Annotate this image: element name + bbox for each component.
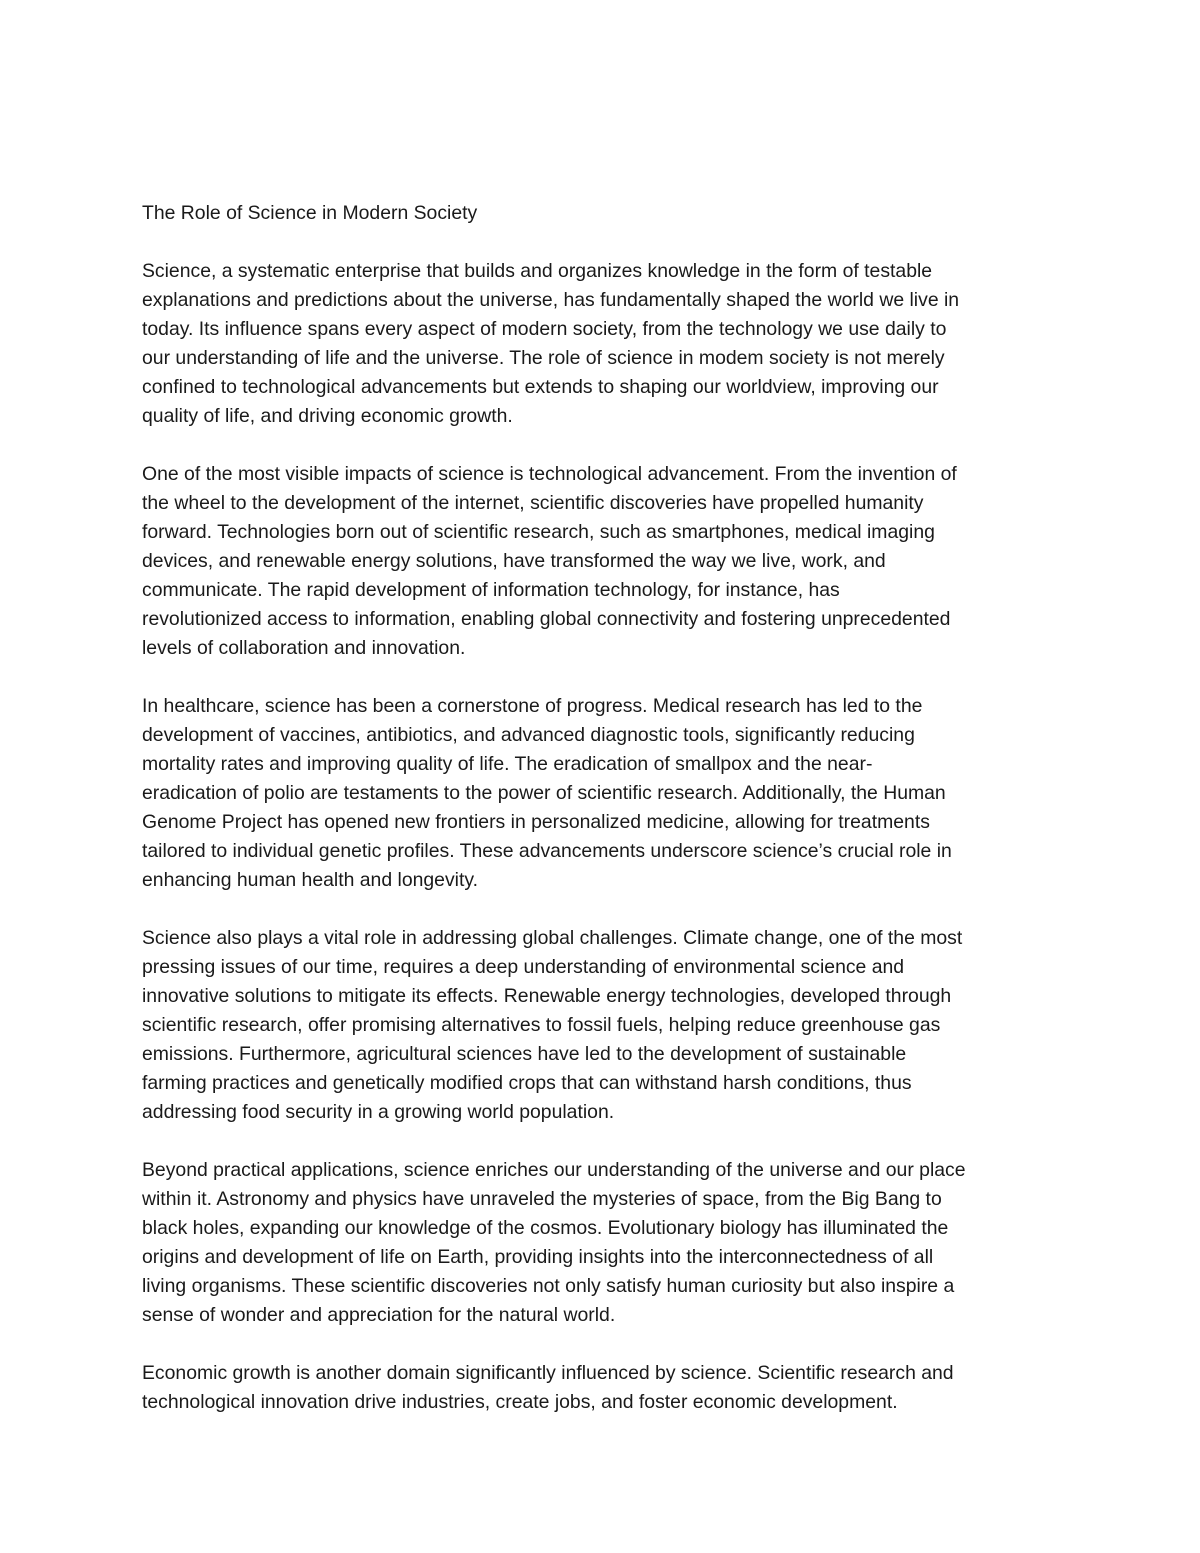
text-line: enhancing human health and longevity. [142,869,478,891]
text-line: Science, a systematic enterprise that builds and organizes knowledge in the form of testable [142,260,933,282]
text-line: Science also plays a vital role in addressing global challenges. Climate change, one of the most [142,927,963,949]
text-line: levels of collaboration and innovation. [142,637,466,659]
text-line: technological innovation drive industries, create jobs, and foster economic development. [142,1391,898,1413]
text-line: today. Its influence spans every aspect of modern society, from the technology we use daily to [142,318,947,340]
text-line: tailored to individual genetic profiles. These advancements underscore science’s crucial role in [142,840,952,862]
text-line: within it. Astronomy and physics have unraveled the mysteries of space, from the Big Bang to [142,1188,942,1210]
text-line: pressing issues of our time, requires a deep understanding of environmental science and [142,956,905,978]
paragraph-5 [142,1156,1072,1330]
text-line: forward. Technologies born out of scientific research, such as smartphones, medical imaging [142,521,935,543]
text-line: mortality rates and improving quality of life. The eradication of smallpox and the near- [142,753,873,775]
text-line: innovative solutions to mitigate its effects. Renewable energy technologies, developed through [142,985,952,1007]
text-line: Beyond practical applications, science enriches our understanding of the universe and our place [142,1159,966,1181]
document-title: The Role of Science in Modern Society [142,202,478,224]
text-line: explanations and predictions about the universe, has fundamentally shaped the world we live in [142,289,960,311]
document-body [142,199,1072,1446]
text-line: Genome Project has opened new frontiers in personalized medicine, allowing for treatments [142,811,930,833]
text-line: development of vaccines, antibiotics, and advanced diagnostic tools, significantly reducing [142,724,915,746]
text-line: our understanding of life and the universe. The role of science in modem society is not merely [142,347,945,369]
text-line: communicate. The rapid development of information technology, for instance, has [142,579,840,601]
text-line: devices, and renewable energy solutions, have transformed the way we live, work, and [142,550,886,572]
text-line: quality of life, and driving economic growth. [142,405,513,427]
text-line: black holes, expanding our knowledge of the cosmos. Evolutionary biology has illuminated the [142,1217,949,1239]
text-line: One of the most visible impacts of science is technological advancement. From the invention of [142,463,957,485]
text-line: Economic growth is another domain significantly influenced by science. Scientific research and [142,1362,954,1384]
text-line: sense of wonder and appreciation for the natural world. [142,1304,616,1326]
paragraph-4 [142,924,1072,1127]
text-line: emissions. Furthermore, agricultural sciences have led to the development of sustainable [142,1043,907,1065]
text-line: confined to technological advancements but extends to shaping our worldview, improving our [142,376,939,398]
text-line: eradication of polio are testaments to the power of scientific research. Additionally, the Human [142,782,946,804]
text-line: revolutionized access to information, enabling global connectivity and fostering unprecedented [142,608,951,630]
paragraph-6 [142,1359,1072,1417]
text-line: farming practices and genetically modified crops that can withstand harsh conditions, thus [142,1072,912,1094]
text-line: In healthcare, science has been a cornerstone of progress. Medical research has led to the [142,695,923,717]
text-line: scientific research, offer promising alternatives to fossil fuels, helping reduce greenhouse gas [142,1014,941,1036]
paragraph-3 [142,692,1072,895]
text-line: living organisms. These scientific discoveries not only satisfy human curiosity but also inspire a [142,1275,955,1297]
text-line: the wheel to the development of the internet, scientific discoveries have propelled humanity [142,492,924,514]
text-line: origins and development of life on Earth, providing insights into the interconnectedness of all [142,1246,934,1268]
text-line: addressing food security in a growing world population. [142,1101,615,1123]
paragraph-1 [142,257,1072,431]
paragraph-2 [142,460,1072,663]
